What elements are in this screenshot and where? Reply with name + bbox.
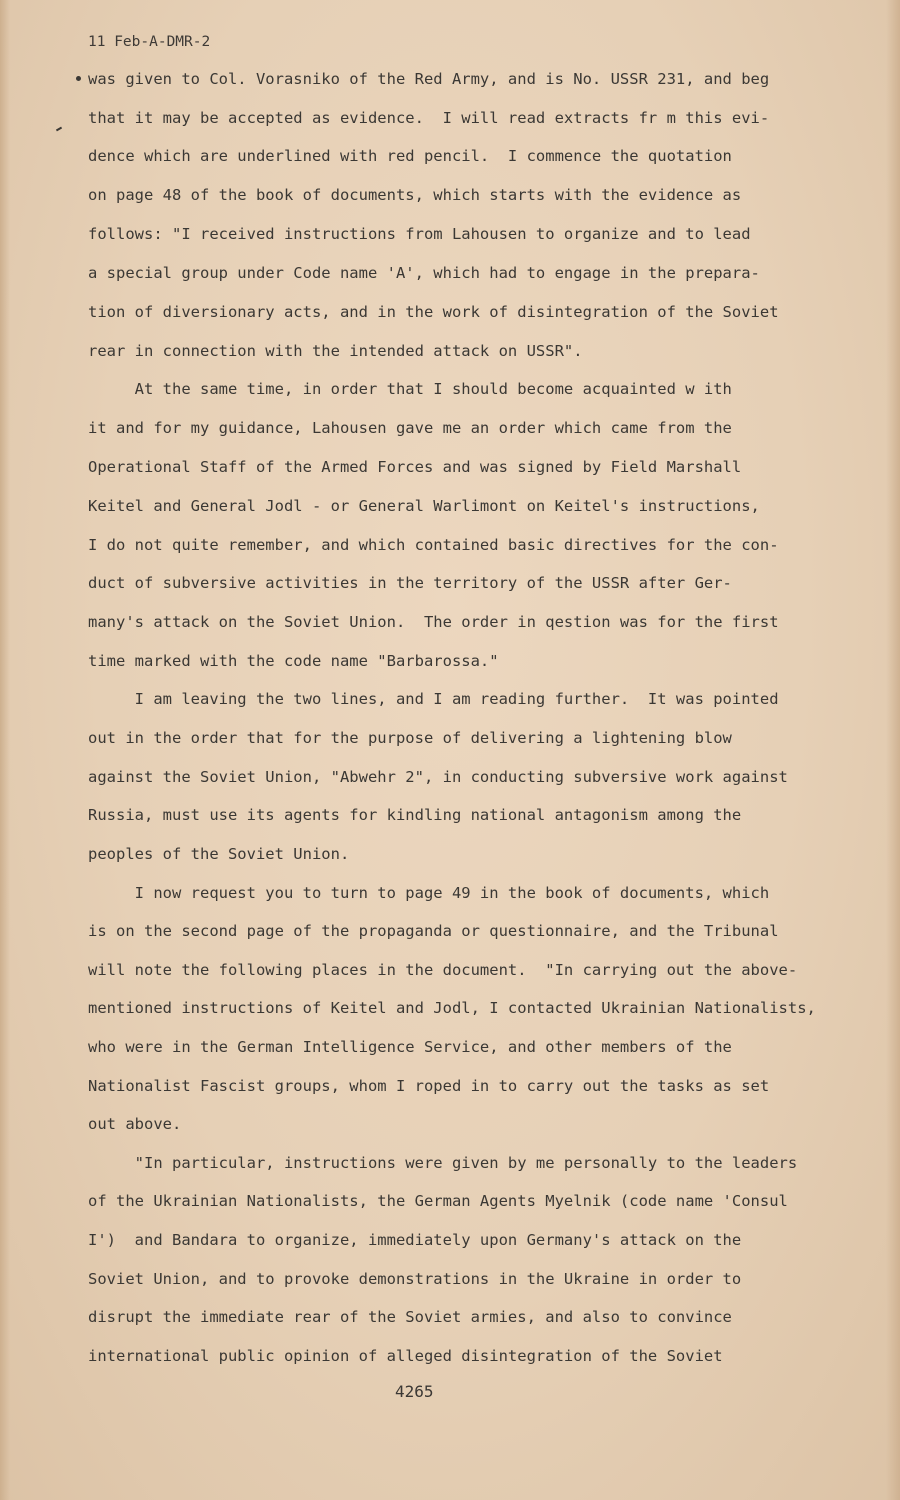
- text-line: Russia, must use its agents for kindling national antagonism among the: [88, 806, 742, 824]
- text-line: that it may be accepted as evidence. I will read extracts fr m this evi-: [88, 109, 770, 127]
- page-number: 4265: [395, 1382, 434, 1401]
- text-line: many's attack on the Soviet Union. The order in qestion was for the first: [88, 613, 779, 631]
- text-line: of the Ukrainian Nationalists, the German Agents Myelnik (code name 'Consul: [88, 1192, 788, 1210]
- text-line: out above.: [88, 1115, 182, 1133]
- text-line: dence which are underlined with red pencil. I commence the quotation: [88, 147, 732, 165]
- text-line: is on the second page of the propaganda or questionnaire, and the Tribunal: [88, 922, 779, 940]
- text-line: I now request you to turn to page 49 in the book of documents, which: [88, 884, 770, 902]
- text-line: At the same time, in order that I should become acquainted w ith: [88, 380, 732, 398]
- text-line: I do not quite remember, and which contained basic directives for the con-: [88, 536, 779, 554]
- text-line: duct of subversive activities in the territory of the USSR after Ger-: [88, 574, 732, 592]
- text-line: will note the following places in the document. "In carrying out the above-: [88, 961, 798, 979]
- text-line: it and for my guidance, Lahousen gave me an order which came from the: [88, 419, 732, 437]
- text-line: a special group under Code name 'A', which had to engage in the prepara-: [88, 264, 760, 282]
- text-line: I am leaving the two lines, and I am reading further. It was pointed: [88, 690, 779, 708]
- text-line: Operational Staff of the Armed Forces and was signed by Field Marshall: [88, 458, 742, 476]
- text-line: was given to Col. Vorasniko of the Red Army, and is No. USSR 231, and beg: [88, 70, 770, 88]
- text-line: on page 48 of the book of documents, which starts with the evidence as: [88, 186, 742, 204]
- text-line: mentioned instructions of Keitel and Jodl, I contacted Ukrainian Nationalists,: [88, 999, 816, 1017]
- text-line: follows: "I received instructions from Lahousen to organize and to lead: [88, 225, 751, 243]
- text-line: disrupt the immediate rear of the Soviet armies, and also to convince: [88, 1308, 732, 1326]
- text-line: rear in connection with the intended attack on USSR".: [88, 342, 583, 360]
- text-line: out in the order that for the purpose of delivering a lightening blow: [88, 729, 732, 747]
- text-line: "In particular, instructions were given by me personally to the leaders: [88, 1154, 798, 1172]
- text-line: I') and Bandara to organize, immediately upon Germany's attack on the: [88, 1231, 742, 1249]
- document-header: 11 Feb-A-DMR-2: [88, 34, 211, 50]
- text-line: international public opinion of alleged disintegration of the Soviet: [88, 1347, 723, 1365]
- text-line: time marked with the code name "Barbarossa.": [88, 652, 499, 670]
- text-line: Nationalist Fascist groups, whom I roped in to carry out the tasks as set: [88, 1077, 770, 1095]
- text-line: against the Soviet Union, "Abwehr 2", in conducting subversive work against: [88, 768, 788, 786]
- text-line: who were in the German Intelligence Service, and other members of the: [88, 1038, 732, 1056]
- text-line: tion of diversionary acts, and in the work of disintegration of the Soviet: [88, 303, 779, 321]
- text-line: Keitel and General Jodl - or General Warlimont on Keitel's instructions,: [88, 497, 760, 515]
- text-line: peoples of the Soviet Union.: [88, 845, 350, 863]
- text-line: Soviet Union, and to provoke demonstrations in the Ukraine in order to: [88, 1270, 742, 1288]
